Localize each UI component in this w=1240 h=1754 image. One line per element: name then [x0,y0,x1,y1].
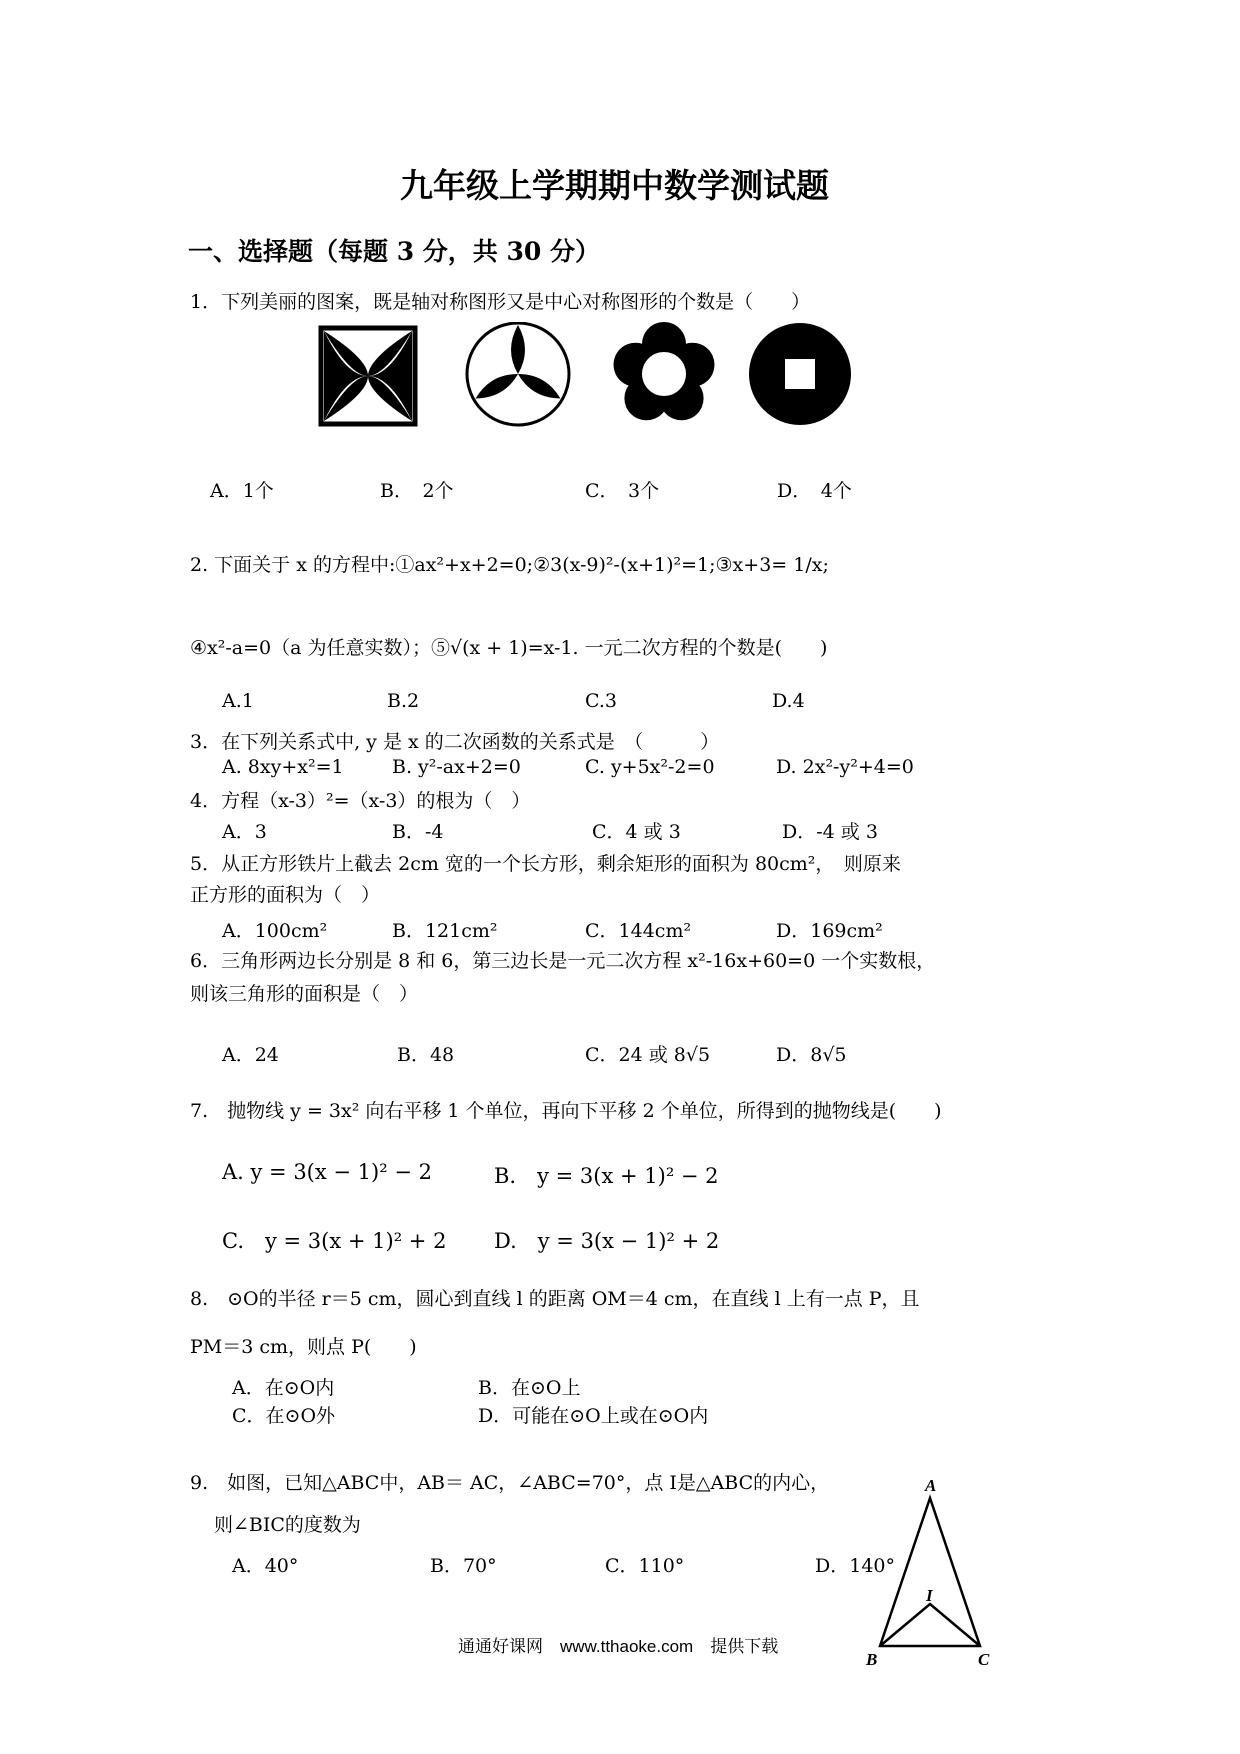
q5-option-b[interactable]: B．121cm² [392,920,498,942]
q1-figures [318,322,858,434]
footer-credit: 通通好课网 www.tthaoke.com 提供下载 [458,1637,779,1656]
q9-option-d[interactable]: D．140° [815,1555,895,1577]
q2-line2: ④x²-a=0（a 为任意实数）；⑤√(x + 1)=x-1. 一元二次方程的个数是( ) [190,637,828,659]
q4-option-c[interactable]: C．4 或 3 [592,821,681,843]
q5-line2: 正方形的面积为（ ） [190,884,381,906]
q1-stem: 1．下列美丽的图案，既是轴对称图形又是中心对称图形的个数是（ ） [190,291,811,313]
q2-option-b[interactable]: B.2 [387,690,420,712]
q6-option-a[interactable]: A．24 [222,1044,279,1066]
q7-option-a[interactable]: A. y = 3(x − 1)² − 2 [222,1160,432,1184]
q3-option-d[interactable]: D. 2x²-y²+4=0 [776,756,914,778]
q9-option-b[interactable]: B．70° [430,1555,497,1577]
q5-option-a[interactable]: A．100cm² [222,920,328,942]
q5-option-c[interactable]: C．144cm² [585,920,692,942]
q6-option-b[interactable]: B．48 [397,1044,455,1066]
q7-option-d[interactable]: D. y = 3(x − 1)² + 2 [494,1229,720,1253]
q2-option-c[interactable]: C.3 [585,690,617,712]
vertex-label-c: C [978,1650,990,1669]
q9-option-a[interactable]: A．40° [232,1555,299,1577]
coin-figure [749,323,851,425]
q6-option-c[interactable]: C．24 或 8√5 [585,1044,711,1066]
triangle-figure [860,1478,1000,1668]
q3-stem: 3．在下列关系式中, y 是 x 的二次函数的关系式是 （ ） [190,731,720,753]
q9-line1: 9. 如图，已知△ABC中，AB＝ AC，∠ABC=70°，点 I是△ABC的内心， [190,1472,830,1494]
q6-option-d[interactable]: D．8√5 [776,1044,847,1066]
q7-stem: 7. 抛物线 y = 3x² 向右平移 1 个单位，再向下平移 2 个单位，所得到的抛物线是( ) [190,1100,942,1122]
q4-option-b[interactable]: B．-4 [392,821,444,843]
q3-option-a[interactable]: A. 8xy+x²=1 [222,756,344,778]
q8-option-b[interactable]: B．在⊙O上 [478,1377,581,1399]
q4-option-d[interactable]: D．-4 或 3 [782,821,878,843]
q7-option-c[interactable]: C. y = 3(x + 1)² + 2 [222,1229,447,1253]
q5-option-d[interactable]: D．169cm² [776,920,883,942]
q1-option-c[interactable]: C． 3个 [585,480,660,502]
q9-line2: 则∠BIC的度数为 [214,1514,361,1536]
q9-option-c[interactable]: C．110° [605,1555,685,1577]
vertex-label-b: B [866,1650,878,1669]
q5-line1: 5．从正方形铁片上截去 2cm 宽的一个长方形，剩余矩形的面积为 80cm²， 则原来 [190,853,901,875]
q6-line1: 6．三角形两边长分别是 8 和 6，第三边长是一元二次方程 x²-16x+60=0 一个实数根， [190,950,936,972]
q4-option-a[interactable]: A．3 [222,821,267,843]
section-heading-choice: 一、选择题（每题 3 分，共 30 分） [188,237,601,266]
q2-option-a[interactable]: A.1 [222,690,254,712]
vertex-label-i: I [926,1586,933,1605]
q8-option-a[interactable]: A．在⊙O内 [232,1377,335,1399]
q6-line2: 则该三角形的面积是（ ） [190,983,419,1005]
q4-stem: 4．方程（x-3）²=（x-3）的根为（ ） [190,790,531,812]
q2-option-d[interactable]: D.4 [772,690,805,712]
circle-three-blade-figure [467,323,569,425]
q1-option-b[interactable]: B． 2个 [380,480,454,502]
q1-option-a[interactable]: A．1个 [210,480,274,502]
q3-option-b[interactable]: B. y²-ax+2=0 [392,756,521,778]
flower-figure [614,322,715,420]
q8-line2: PM＝3 cm，则点 P( ) [190,1336,417,1358]
q1-option-d[interactable]: D． 4个 [777,480,852,502]
q7-option-b[interactable]: B. y = 3(x + 1)² − 2 [494,1164,719,1188]
square-petal-figure [321,328,415,424]
q8-option-d[interactable]: D．可能在⊙O上或在⊙O内 [478,1405,709,1427]
q2-line1: 2. 下面关于 x 的方程中:①ax²+x+2=0;②3(x-9)²-(x+1)²=1;③x+3= 1/x; [190,554,829,576]
q8-option-c[interactable]: C．在⊙O外 [232,1405,336,1427]
q3-option-c[interactable]: C. y+5x²-2=0 [585,756,715,778]
vertex-label-a: A [925,1476,937,1495]
page-title: 九年级上学期期中数学测试题 [400,166,829,205]
q8-line1: 8. ⊙O的半径 r＝5 cm，圆心到直线 l 的距离 OM＝4 cm，在直线 l 上有一点 P，且 [190,1288,920,1310]
